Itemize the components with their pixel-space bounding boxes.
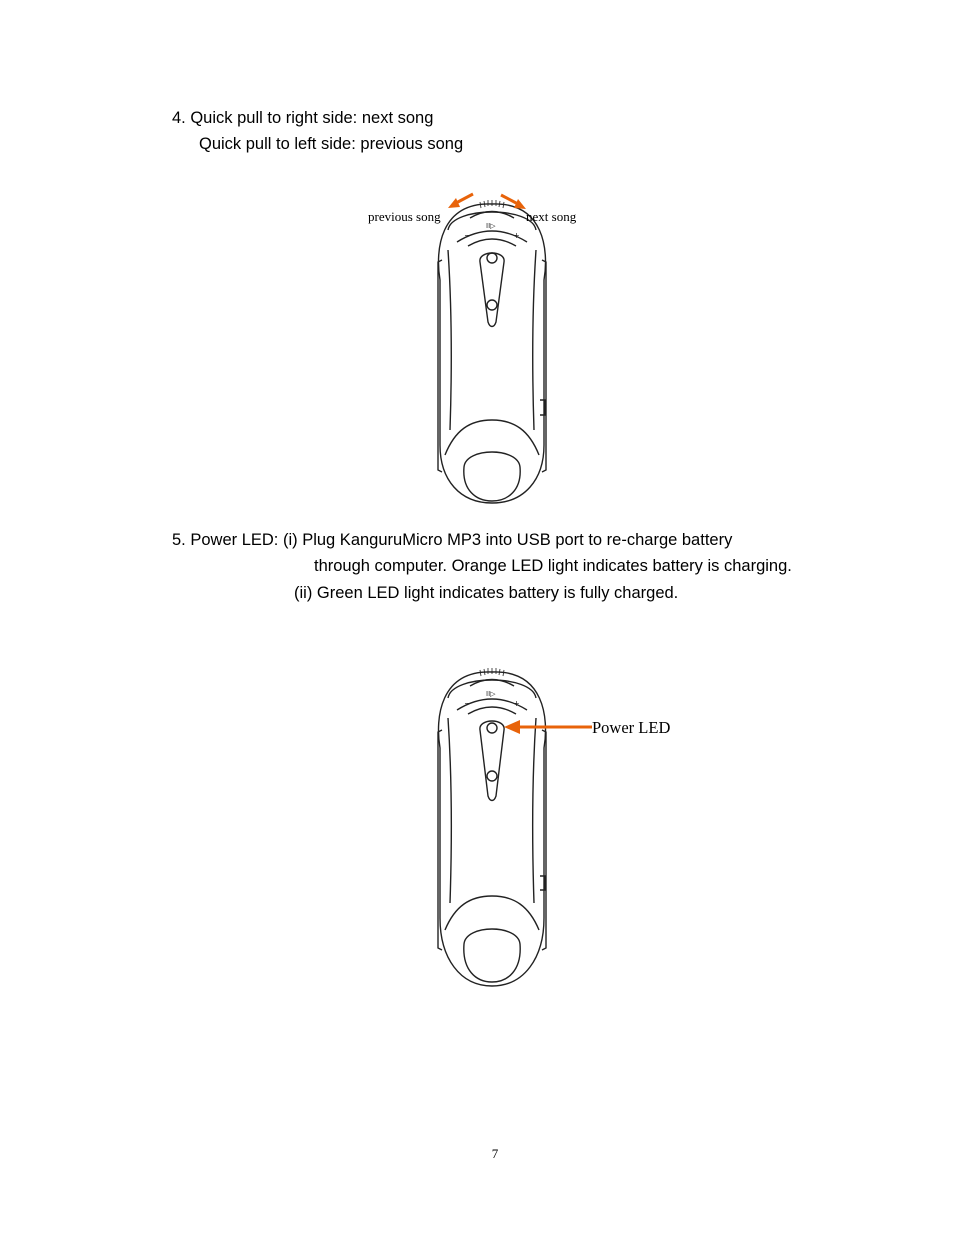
power-led-label: Power LED [592, 718, 671, 737]
step5-line3: (ii) Green LED light indicates battery is fully charged. [294, 584, 679, 602]
svg-text:+: + [513, 699, 520, 708]
power-led-arrow-icon [504, 720, 520, 734]
svg-text:−: − [464, 699, 471, 708]
step4-line1: 4. Quick pull to right side: next song [172, 109, 434, 127]
page-number: 7 [491, 1146, 499, 1161]
step5-line1: 5. Power LED: (i) Plug KanguruMicro MP3 into USB port to re-charge battery [172, 531, 733, 549]
left-arrow-icon [448, 198, 460, 208]
svg-text:II▷: II▷ [486, 222, 496, 230]
next-song-label: next song [526, 209, 577, 224]
step4-line2: Quick pull to left side: previous song [199, 135, 464, 153]
svg-text:−: − [464, 231, 471, 240]
svg-text:II▷: II▷ [486, 690, 496, 698]
previous-song-label: previous song [368, 209, 441, 224]
right-arrow-icon [514, 199, 526, 209]
step5-line2: through computer. Orange LED light indicates battery is charging. [314, 557, 792, 575]
svg-text:+: + [513, 231, 520, 240]
player-figure-power-led [360, 668, 690, 993]
mp3-player-drawing-2 [360, 668, 690, 993]
player-figure-track-control [360, 190, 600, 515]
direction-arrows [360, 190, 600, 515]
